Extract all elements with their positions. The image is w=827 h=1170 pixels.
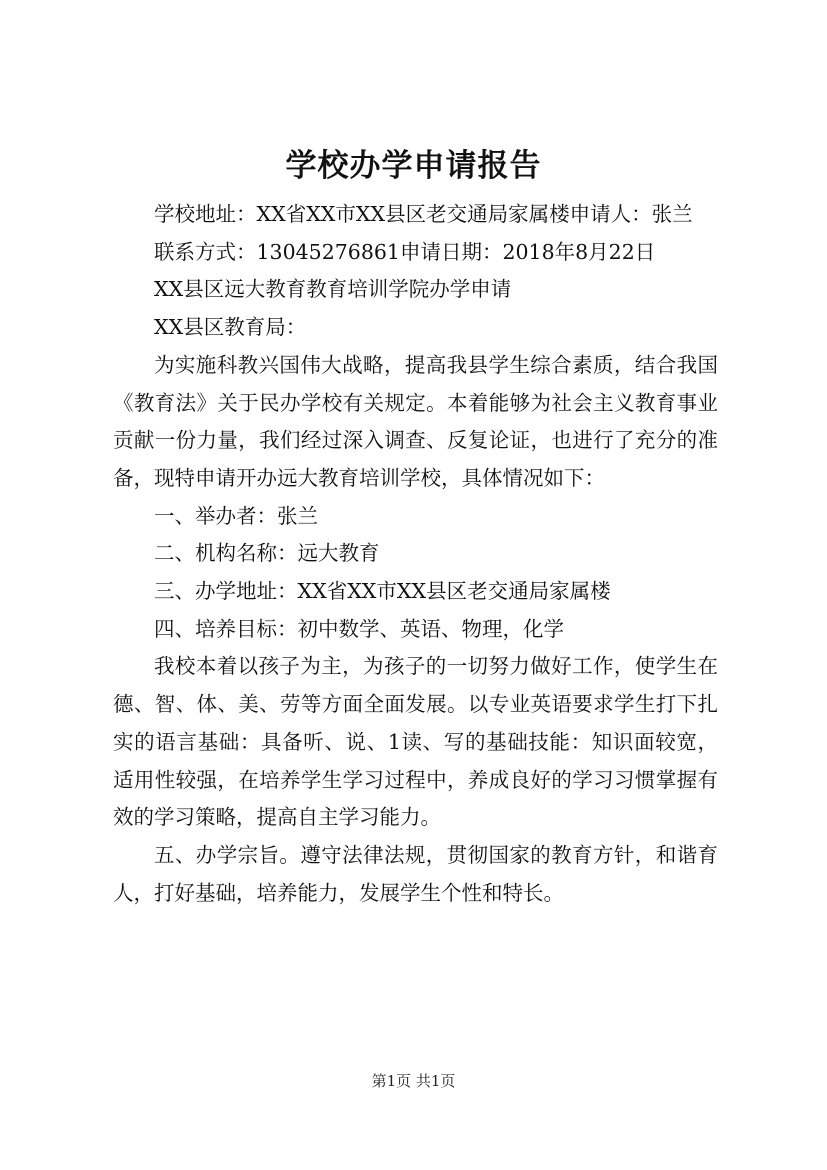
page-footer: 第1页 共1页	[371, 1072, 456, 1090]
paragraph-item-training-goals: 四、培养目标：初中数学、英语、物理，化学	[154, 616, 564, 641]
paragraph-item-institution-name: 二、机构名称：远大教育	[154, 541, 380, 566]
paragraph-contact: 联系方式：13045276861申请日期：2018年8月22日	[154, 239, 656, 264]
paragraph-introduction: 为实施科教兴国伟大战略，提高我县学生综合素质，结合我国《教育法》关于民办学校有关规定。本着能够为社会主义教育事业贡献一份力量，我们经过深入调查、反复论证，也进行了充分的准备，现特申请开办远大教育培训学校，具体情况如下：	[113, 352, 718, 490]
paragraph-addressee: XX县区教育局：	[154, 315, 307, 340]
paragraph-application-subject: XX县区远大教育教育培训学院办学申请	[154, 277, 512, 302]
document-body	[113, 196, 718, 912]
paragraph-item-school-address: 三、办学地址：XX省XX市XX县区老交通局家属楼	[154, 579, 611, 604]
document-title: 学校办学申请报告	[285, 148, 542, 184]
paragraph-item-organizer: 一、举办者：张兰	[154, 503, 318, 528]
paragraph-school-philosophy: 我校本着以孩子为主，为孩子的一切努力做好工作，使学生在德、智、体、美、劳等方面全面发展。以专业英语要求学生打下扎实的语言基础：具备听、说、1读、写的基础技能：知识面较宽，适用性较强，在培养学生学习过程中，养成良好的学习习惯掌握有效的学习策略，提高自主学习能力。	[113, 654, 718, 830]
paragraph-school-address: 学校地址：XX省XX市XX县区老交通局家属楼申请人：张兰	[154, 202, 693, 226]
paragraph-item-school-purpose: 五、办学宗旨。遵守法律法规，贯彻国家的教育方针，和谐育人，打好基础，培养能力，发展学生个性和特长。	[113, 842, 718, 905]
